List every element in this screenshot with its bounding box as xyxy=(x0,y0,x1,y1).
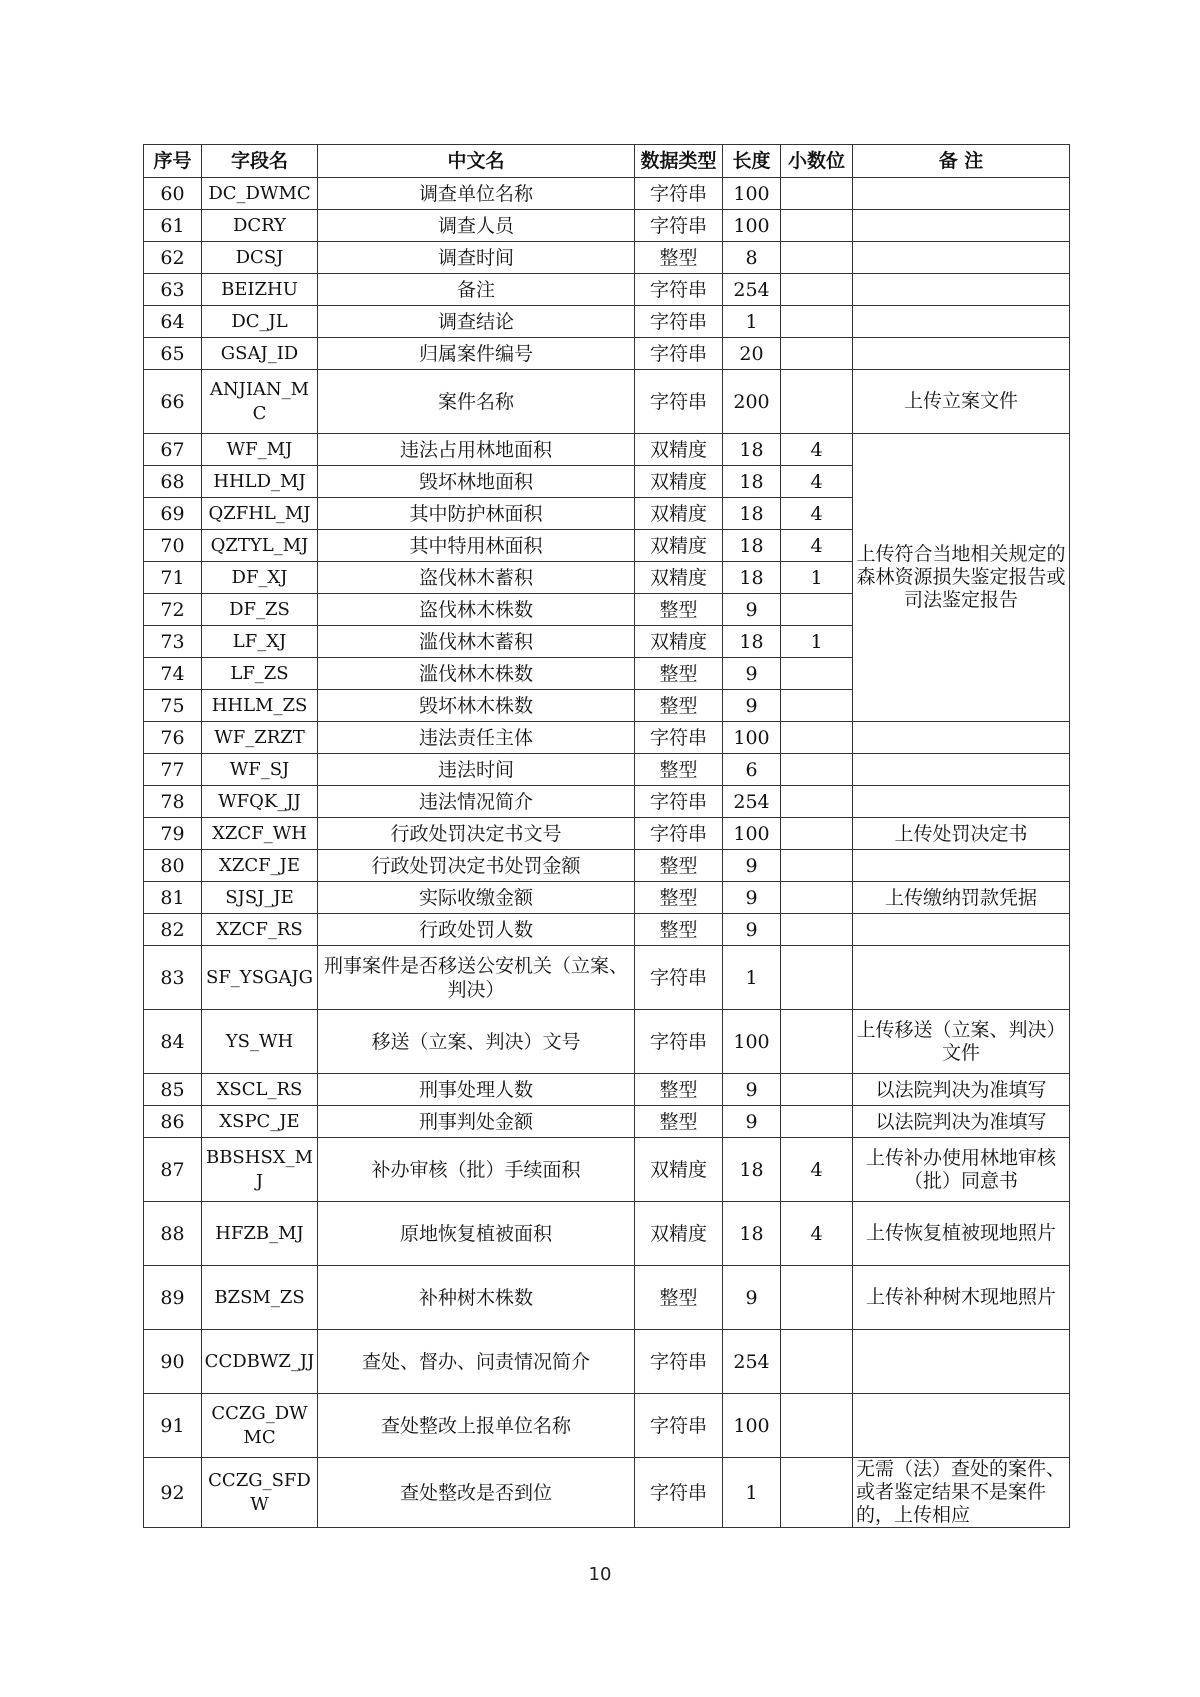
cell-no: 65 xyxy=(144,338,202,370)
cell-length: 254 xyxy=(723,1330,781,1394)
cell-type: 双精度 xyxy=(635,1202,723,1266)
table-row xyxy=(144,754,1070,786)
table-row xyxy=(144,946,1070,1010)
cell-decimals xyxy=(781,722,853,754)
cell-field: HHLD_MJ xyxy=(202,466,318,498)
header-decimals: 小数位 xyxy=(781,145,853,178)
cell-name: 归属案件编号 xyxy=(318,338,635,370)
table-row xyxy=(144,1138,1070,1202)
cell-length: 9 xyxy=(723,690,781,722)
cell-remark xyxy=(853,946,1070,1010)
cell-decimals: 4 xyxy=(781,1138,853,1202)
cell-length: 1 xyxy=(723,1458,781,1528)
cell-no: 79 xyxy=(144,818,202,850)
cell-no: 63 xyxy=(144,274,202,306)
cell-no: 85 xyxy=(144,1074,202,1106)
cell-length: 200 xyxy=(723,370,781,434)
cell-name: 违法情况简介 xyxy=(318,786,635,818)
cell-remark: 上传补种树木现地照片 xyxy=(853,1266,1070,1330)
cell-remark xyxy=(853,242,1070,274)
cell-no: 80 xyxy=(144,850,202,882)
cell-name: 盗伐林木株数 xyxy=(318,594,635,626)
table-row xyxy=(144,306,1070,338)
cell-length: 254 xyxy=(723,274,781,306)
cell-decimals xyxy=(781,594,853,626)
cell-decimals: 4 xyxy=(781,434,853,466)
cell-remark xyxy=(853,210,1070,242)
cell-name: 调查时间 xyxy=(318,242,635,274)
header-length: 长度 xyxy=(723,145,781,178)
cell-remark xyxy=(853,786,1070,818)
cell-name: 滥伐林木蓄积 xyxy=(318,626,635,658)
cell-length: 18 xyxy=(723,1138,781,1202)
cell-type: 字符串 xyxy=(635,946,723,1010)
cell-no: 91 xyxy=(144,1394,202,1458)
cell-remark: 上传移送（立案、判决）文件 xyxy=(853,1010,1070,1074)
header-no: 序号 xyxy=(144,145,202,178)
cell-name: 调查结论 xyxy=(318,306,635,338)
cell-length: 18 xyxy=(723,1202,781,1266)
table-row xyxy=(144,850,1070,882)
cell-name: 移送（立案、判决）文号 xyxy=(318,1010,635,1074)
cell-no: 75 xyxy=(144,690,202,722)
cell-no: 66 xyxy=(144,370,202,434)
cell-type: 字符串 xyxy=(635,178,723,210)
cell-field: GSAJ_ID xyxy=(202,338,318,370)
cell-type: 字符串 xyxy=(635,1330,723,1394)
cell-length: 9 xyxy=(723,658,781,690)
cell-name: 行政处罚决定书文号 xyxy=(318,818,635,850)
cell-name: 刑事判处金额 xyxy=(318,1106,635,1138)
cell-decimals xyxy=(781,754,853,786)
cell-remark: 上传处罚决定书 xyxy=(853,818,1070,850)
table-row xyxy=(144,242,1070,274)
cell-type: 双精度 xyxy=(635,626,723,658)
cell-decimals xyxy=(781,818,853,850)
cell-field: LF_ZS xyxy=(202,658,318,690)
header-name: 中文名 xyxy=(318,145,635,178)
cell-field: SJSJ_JE xyxy=(202,882,318,914)
cell-field: XZCF_WH xyxy=(202,818,318,850)
cell-type: 整型 xyxy=(635,594,723,626)
cell-type: 字符串 xyxy=(635,306,723,338)
table-row xyxy=(144,818,1070,850)
cell-length: 100 xyxy=(723,178,781,210)
cell-name: 原地恢复植被面积 xyxy=(318,1202,635,1266)
cell-type: 字符串 xyxy=(635,818,723,850)
cell-field: SF_YSGAJG xyxy=(202,946,318,1010)
cell-field: HFZB_MJ xyxy=(202,1202,318,1266)
cell-name: 刑事案件是否移送公安机关（立案、判决） xyxy=(318,946,635,1010)
cell-field: DF_ZS xyxy=(202,594,318,626)
cell-field: XSCL_RS xyxy=(202,1074,318,1106)
table-row xyxy=(144,210,1070,242)
cell-field: BZSM_ZS xyxy=(202,1266,318,1330)
cell-decimals: 1 xyxy=(781,562,853,594)
cell-no: 74 xyxy=(144,658,202,690)
cell-remark xyxy=(853,178,1070,210)
cell-decimals: 4 xyxy=(781,466,853,498)
cell-name: 违法占用林地面积 xyxy=(318,434,635,466)
table-row xyxy=(144,1266,1070,1330)
cell-remark xyxy=(853,754,1070,786)
cell-no: 61 xyxy=(144,210,202,242)
cell-name: 盗伐林木蓄积 xyxy=(318,562,635,594)
cell-field: LF_XJ xyxy=(202,626,318,658)
cell-no: 71 xyxy=(144,562,202,594)
cell-type: 字符串 xyxy=(635,210,723,242)
cell-no: 84 xyxy=(144,1010,202,1074)
cell-no: 87 xyxy=(144,1138,202,1202)
cell-remark: 以法院判决为准填写 xyxy=(853,1106,1070,1138)
cell-remark xyxy=(853,1394,1070,1458)
cell-length: 18 xyxy=(723,562,781,594)
cell-field: WF_MJ xyxy=(202,434,318,466)
cell-no: 69 xyxy=(144,498,202,530)
cell-name: 案件名称 xyxy=(318,370,635,434)
cell-no: 76 xyxy=(144,722,202,754)
cell-name: 行政处罚决定书处罚金额 xyxy=(318,850,635,882)
cell-name: 实际收缴金额 xyxy=(318,882,635,914)
cell-name: 查处整改是否到位 xyxy=(318,1458,635,1528)
cell-remark: 无需（法）查处的案件、或者鉴定结果不是案件的，上传相应 xyxy=(853,1458,1070,1528)
cell-no: 89 xyxy=(144,1266,202,1330)
cell-no: 92 xyxy=(144,1458,202,1528)
cell-name: 滥伐林木株数 xyxy=(318,658,635,690)
cell-field: DCSJ xyxy=(202,242,318,274)
cell-length: 1 xyxy=(723,306,781,338)
cell-name: 补种树木株数 xyxy=(318,1266,635,1330)
cell-length: 20 xyxy=(723,338,781,370)
table-row xyxy=(144,1202,1070,1266)
cell-type: 整型 xyxy=(635,1074,723,1106)
cell-remark xyxy=(853,338,1070,370)
table-row xyxy=(144,1106,1070,1138)
cell-name: 违法责任主体 xyxy=(318,722,635,754)
cell-remark: 以法院判决为准填写 xyxy=(853,1074,1070,1106)
cell-remark xyxy=(853,850,1070,882)
cell-no: 81 xyxy=(144,882,202,914)
cell-name: 查处整改上报单位名称 xyxy=(318,1394,635,1458)
cell-field: CCZG_DWMC xyxy=(202,1394,318,1458)
cell-no: 86 xyxy=(144,1106,202,1138)
table-row xyxy=(144,178,1070,210)
cell-no: 83 xyxy=(144,946,202,1010)
cell-field: YS_WH xyxy=(202,1010,318,1074)
cell-field: BBSHSX_MJ xyxy=(202,1138,318,1202)
header-remark: 备 注 xyxy=(853,145,1070,178)
cell-decimals xyxy=(781,338,853,370)
cell-decimals xyxy=(781,914,853,946)
cell-type: 字符串 xyxy=(635,370,723,434)
cell-no: 88 xyxy=(144,1202,202,1266)
cell-field: QZFHL_MJ xyxy=(202,498,318,530)
cell-length: 9 xyxy=(723,594,781,626)
cell-no: 68 xyxy=(144,466,202,498)
cell-length: 1 xyxy=(723,946,781,1010)
cell-decimals xyxy=(781,1458,853,1528)
cell-decimals xyxy=(781,946,853,1010)
cell-length: 100 xyxy=(723,1394,781,1458)
cell-field: WF_SJ xyxy=(202,754,318,786)
cell-length: 9 xyxy=(723,914,781,946)
cell-name: 违法时间 xyxy=(318,754,635,786)
cell-name: 其中防护林面积 xyxy=(318,498,635,530)
table-row xyxy=(144,1074,1070,1106)
cell-type: 字符串 xyxy=(635,786,723,818)
cell-type: 双精度 xyxy=(635,1138,723,1202)
cell-decimals xyxy=(781,1074,853,1106)
cell-type: 字符串 xyxy=(635,274,723,306)
cell-decimals xyxy=(781,1330,853,1394)
cell-field: XZCF_JE xyxy=(202,850,318,882)
cell-length: 9 xyxy=(723,1106,781,1138)
cell-type: 整型 xyxy=(635,882,723,914)
table-header-row xyxy=(144,145,1070,178)
cell-name: 毁坏林木株数 xyxy=(318,690,635,722)
cell-type: 字符串 xyxy=(635,1394,723,1458)
cell-field: CCZG_SFDW xyxy=(202,1458,318,1528)
cell-no: 77 xyxy=(144,754,202,786)
cell-type: 整型 xyxy=(635,850,723,882)
cell-length: 100 xyxy=(723,210,781,242)
table-row xyxy=(144,882,1070,914)
cell-length: 9 xyxy=(723,850,781,882)
cell-length: 9 xyxy=(723,1266,781,1330)
cell-decimals xyxy=(781,1106,853,1138)
cell-no: 62 xyxy=(144,242,202,274)
cell-no: 72 xyxy=(144,594,202,626)
cell-decimals xyxy=(781,850,853,882)
cell-field: DC_DWMC xyxy=(202,178,318,210)
cell-remark: 上传缴纳罚款凭据 xyxy=(853,882,1070,914)
cell-length: 9 xyxy=(723,882,781,914)
page-number: 10 xyxy=(588,1564,612,1585)
cell-remark-merged: 上传符合当地相关规定的森林资源损失鉴定报告或司法鉴定报告 xyxy=(853,434,1070,722)
cell-remark xyxy=(853,914,1070,946)
cell-decimals xyxy=(781,210,853,242)
cell-field: XSPC_JE xyxy=(202,1106,318,1138)
table-row xyxy=(144,274,1070,306)
table-row xyxy=(144,914,1070,946)
cell-decimals: 4 xyxy=(781,1202,853,1266)
cell-no: 60 xyxy=(144,178,202,210)
cell-type: 整型 xyxy=(635,690,723,722)
cell-decimals xyxy=(781,178,853,210)
cell-type: 字符串 xyxy=(635,1458,723,1528)
table-row xyxy=(144,786,1070,818)
cell-no: 73 xyxy=(144,626,202,658)
cell-length: 8 xyxy=(723,242,781,274)
cell-length: 18 xyxy=(723,626,781,658)
cell-field: ANJIAN_MC xyxy=(202,370,318,434)
cell-type: 整型 xyxy=(635,1106,723,1138)
cell-type: 字符串 xyxy=(635,338,723,370)
cell-remark: 上传补办使用林地审核（批）同意书 xyxy=(853,1138,1070,1202)
cell-name: 行政处罚人数 xyxy=(318,914,635,946)
cell-type: 双精度 xyxy=(635,498,723,530)
cell-field: BEIZHU xyxy=(202,274,318,306)
cell-name: 查处、督办、问责情况简介 xyxy=(318,1330,635,1394)
table-row xyxy=(144,1330,1070,1394)
cell-decimals xyxy=(781,786,853,818)
cell-no: 90 xyxy=(144,1330,202,1394)
cell-decimals xyxy=(781,274,853,306)
cell-decimals xyxy=(781,882,853,914)
table-row xyxy=(144,1458,1070,1528)
cell-length: 18 xyxy=(723,434,781,466)
cell-name: 调查人员 xyxy=(318,210,635,242)
cell-no: 64 xyxy=(144,306,202,338)
cell-length: 100 xyxy=(723,1010,781,1074)
cell-type: 双精度 xyxy=(635,434,723,466)
cell-field: DF_XJ xyxy=(202,562,318,594)
cell-remark xyxy=(853,1330,1070,1394)
cell-name: 补办审核（批）手续面积 xyxy=(318,1138,635,1202)
header-type: 数据类型 xyxy=(635,145,723,178)
cell-field: WFQK_JJ xyxy=(202,786,318,818)
cell-remark xyxy=(853,722,1070,754)
cell-type: 字符串 xyxy=(635,722,723,754)
cell-length: 18 xyxy=(723,530,781,562)
cell-type: 整型 xyxy=(635,242,723,274)
cell-type: 整型 xyxy=(635,754,723,786)
cell-decimals xyxy=(781,370,853,434)
table-row xyxy=(144,722,1070,754)
cell-decimals xyxy=(781,1266,853,1330)
table-row xyxy=(144,338,1070,370)
cell-no: 67 xyxy=(144,434,202,466)
cell-field: DCRY xyxy=(202,210,318,242)
cell-length: 9 xyxy=(723,1074,781,1106)
cell-decimals: 4 xyxy=(781,530,853,562)
table-row xyxy=(144,1010,1070,1074)
table-row xyxy=(144,370,1070,434)
cell-no: 70 xyxy=(144,530,202,562)
cell-remark xyxy=(853,306,1070,338)
cell-field: HHLM_ZS xyxy=(202,690,318,722)
cell-length: 18 xyxy=(723,466,781,498)
cell-length: 6 xyxy=(723,754,781,786)
cell-remark: 上传恢复植被现地照片 xyxy=(853,1202,1070,1266)
cell-length: 100 xyxy=(723,818,781,850)
table-row xyxy=(144,434,1070,466)
field-definition-table xyxy=(143,144,1070,1528)
cell-name: 备注 xyxy=(318,274,635,306)
cell-field: QZTYL_MJ xyxy=(202,530,318,562)
cell-decimals xyxy=(781,242,853,274)
cell-field: XZCF_RS xyxy=(202,914,318,946)
cell-remark: 上传立案文件 xyxy=(853,370,1070,434)
cell-type: 双精度 xyxy=(635,466,723,498)
cell-field: DC_JL xyxy=(202,306,318,338)
cell-type: 双精度 xyxy=(635,562,723,594)
cell-type: 双精度 xyxy=(635,530,723,562)
cell-type: 整型 xyxy=(635,1266,723,1330)
cell-name: 刑事处理人数 xyxy=(318,1074,635,1106)
cell-field: CCDBWZ_JJ xyxy=(202,1330,318,1394)
cell-type: 字符串 xyxy=(635,1010,723,1074)
cell-decimals: 1 xyxy=(781,626,853,658)
cell-name: 其中特用林面积 xyxy=(318,530,635,562)
cell-length: 254 xyxy=(723,786,781,818)
cell-length: 100 xyxy=(723,722,781,754)
cell-name: 调查单位名称 xyxy=(318,178,635,210)
cell-decimals: 4 xyxy=(781,498,853,530)
cell-type: 整型 xyxy=(635,914,723,946)
cell-no: 82 xyxy=(144,914,202,946)
cell-decimals xyxy=(781,1394,853,1458)
cell-decimals xyxy=(781,1010,853,1074)
cell-decimals xyxy=(781,658,853,690)
cell-length: 18 xyxy=(723,498,781,530)
cell-decimals xyxy=(781,690,853,722)
cell-decimals xyxy=(781,306,853,338)
cell-name: 毁坏林地面积 xyxy=(318,466,635,498)
cell-remark xyxy=(853,274,1070,306)
cell-no: 78 xyxy=(144,786,202,818)
header-field: 字段名 xyxy=(202,145,318,178)
cell-field: WF_ZRZT xyxy=(202,722,318,754)
cell-type: 整型 xyxy=(635,658,723,690)
table-row xyxy=(144,1394,1070,1458)
